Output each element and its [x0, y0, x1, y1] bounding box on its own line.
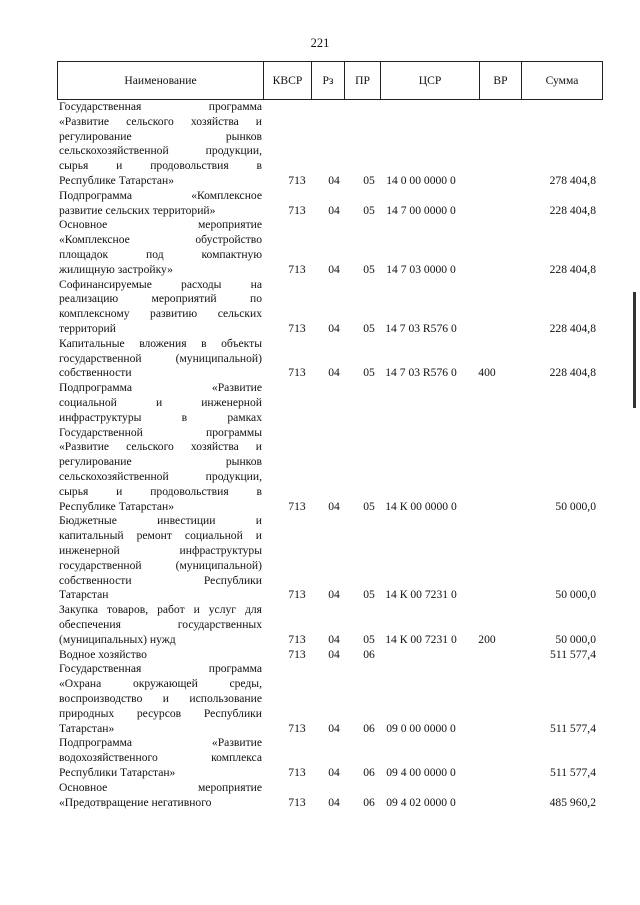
row-csr: 14 7 03 0000 0 — [386, 262, 456, 276]
header-csr: ЦСР — [381, 62, 480, 99]
row-name-line: инфраструктуры в рамках — [59, 410, 262, 424]
row-kvsr: 713 — [288, 765, 306, 779]
row-name — [59, 648, 262, 663]
row-name-line: Государственная программа — [59, 662, 262, 676]
row-name-line: площадок под компактную — [59, 247, 262, 261]
row-name-line: капитальный ремонт социальной и — [59, 529, 262, 543]
row-name-line: Татарстан» — [59, 721, 115, 735]
row-name — [59, 781, 262, 811]
row-name-line: комплексному развитию сельских — [59, 307, 262, 321]
row-rz: 04 — [328, 203, 340, 217]
row-csr: 14 7 03 R576 0 — [385, 366, 457, 380]
table-row — [57, 189, 603, 219]
row-vr: 400 — [478, 366, 496, 380]
row-vr: 200 — [478, 632, 496, 646]
row-sum: 228 404,8 — [549, 262, 596, 276]
row-sum: 511 577,4 — [550, 765, 596, 779]
row-name-line: социальной и инженерной — [59, 395, 262, 409]
row-pr: 05 — [363, 632, 375, 646]
row-name — [59, 603, 262, 647]
row-csr: 14 К 00 7231 0 — [385, 632, 457, 646]
row-sum: 50 000,0 — [555, 632, 596, 646]
row-kvsr: 713 — [288, 721, 306, 735]
row-rz: 04 — [328, 366, 340, 380]
row-rz: 04 — [328, 632, 340, 646]
row-name-line: регулирование рынков — [59, 455, 262, 469]
row-name — [59, 337, 262, 381]
row-pr: 05 — [363, 203, 375, 217]
row-name-line: обеспечения государственных — [59, 617, 262, 631]
row-name-line: Подпрограмма «Развитие — [59, 381, 262, 395]
row-name-line: развитие сельских территорий» — [59, 203, 216, 217]
row-pr: 06 — [363, 795, 375, 809]
row-name-line: Водное хозяйство — [59, 647, 147, 661]
row-pr: 06 — [363, 721, 375, 735]
row-sum: 50 000,0 — [555, 588, 596, 602]
table-row — [57, 218, 603, 277]
row-pr: 05 — [363, 262, 375, 276]
row-name-line: Татарстан — [59, 588, 109, 602]
row-name-line: сырья и продовольствия в — [59, 159, 262, 173]
row-name-line: водохозяйственного комплекса — [59, 751, 262, 765]
row-pr: 05 — [363, 588, 375, 602]
row-sum: 50 000,0 — [555, 499, 596, 513]
row-rz: 04 — [328, 588, 340, 602]
header-kvsr: КВСР — [264, 62, 312, 99]
row-sum: 511 577,4 — [550, 721, 596, 735]
row-name — [59, 662, 262, 736]
header-vr: ВР — [480, 62, 522, 99]
row-rz: 04 — [328, 321, 340, 335]
row-name-line: Подпрограмма «Развитие — [59, 736, 262, 750]
row-name — [59, 514, 262, 603]
row-name-line: сырья и продовольствия в — [59, 484, 262, 498]
row-pr: 06 — [363, 765, 375, 779]
row-kvsr: 713 — [288, 499, 306, 513]
row-name-line: (муниципальных) нужд — [59, 632, 176, 646]
row-name-line: Государственной программы — [59, 425, 262, 439]
row-csr: 09 4 00 0000 0 — [386, 765, 456, 779]
row-name-line: «Развитие сельского хозяйства и — [59, 440, 262, 454]
header-name: Наименование — [58, 62, 264, 99]
row-name-line: территорий — [59, 321, 116, 335]
row-name-line: Закупка товаров, работ и услуг для — [59, 603, 262, 617]
row-rz: 04 — [328, 499, 340, 513]
row-name-line: Основное мероприятие — [59, 780, 262, 794]
table-row — [57, 662, 603, 736]
row-name-line: собственности — [59, 366, 132, 380]
row-name-line: воспроизводство и использование — [59, 691, 262, 705]
table-header — [57, 61, 603, 100]
row-kvsr: 713 — [288, 647, 306, 661]
row-name-line: инженерной инфраструктуры — [59, 543, 262, 557]
row-rz: 04 — [328, 174, 340, 187]
row-name — [59, 278, 262, 337]
row-kvsr: 713 — [288, 203, 306, 217]
header-pr: ПР — [345, 62, 381, 99]
row-kvsr: 713 — [288, 262, 306, 276]
row-kvsr: 713 — [288, 366, 306, 380]
row-name — [59, 218, 262, 277]
row-rz: 04 — [328, 647, 340, 661]
row-csr: 09 0 00 0000 0 — [386, 721, 456, 735]
row-csr: 14 7 00 0000 0 — [386, 203, 456, 217]
row-name-line: «Развитие сельского хозяйства и — [59, 114, 262, 128]
table-body — [57, 100, 603, 810]
row-name-line: «Охрана окружающей среды, — [59, 677, 262, 691]
row-pr: 05 — [363, 174, 375, 187]
row-name-line: сельскохозяйственной продукции, — [59, 144, 262, 158]
row-kvsr: 713 — [288, 588, 306, 602]
row-kvsr: 713 — [288, 795, 306, 809]
row-kvsr: 713 — [288, 632, 306, 646]
row-csr: 14 К 00 0000 0 — [385, 499, 457, 513]
row-name-line: Республике Татарстан» — [59, 499, 175, 513]
table-row — [57, 603, 603, 647]
row-name-line: регулирование рынков — [59, 129, 262, 143]
row-name — [59, 189, 262, 219]
budget-table — [57, 61, 603, 810]
row-sum: 511 577,4 — [550, 647, 596, 661]
row-pr: 05 — [363, 321, 375, 335]
row-sum: 228 404,8 — [549, 203, 596, 217]
row-rz: 04 — [328, 765, 340, 779]
row-csr: 09 4 02 0000 0 — [386, 795, 456, 809]
row-rz: 04 — [328, 721, 340, 735]
row-name — [59, 381, 262, 514]
row-name-line: Государственная программа — [59, 100, 262, 113]
row-rz: 04 — [328, 795, 340, 809]
header-sum: Сумма — [545, 74, 579, 87]
row-sum: 278 404,8 — [549, 174, 596, 187]
table-row — [57, 337, 603, 381]
row-rz: 04 — [328, 262, 340, 276]
table-row — [57, 514, 603, 603]
table-row — [57, 381, 603, 514]
row-name-line: Республики Татарстан» — [59, 765, 176, 779]
table-row — [57, 781, 603, 811]
row-name-line: Бюджетные инвестиции и — [59, 514, 262, 528]
header-rz: Рз — [312, 62, 345, 99]
row-name-line: сельскохозяйственной продукции, — [59, 469, 262, 483]
row-csr: 14 0 00 0000 0 — [386, 174, 456, 187]
row-csr: 14 К 00 7231 0 — [385, 588, 457, 602]
row-name — [59, 100, 262, 189]
row-sum: 228 404,8 — [549, 366, 596, 380]
row-sum: 485 960,2 — [549, 795, 596, 809]
row-name-line: Софинансируемые расходы на — [59, 277, 262, 291]
row-name-line: жилищную застройку» — [59, 262, 173, 276]
row-pr: 05 — [363, 366, 375, 380]
scan-edge-mark — [633, 292, 636, 408]
table-row — [57, 736, 603, 780]
row-name-line: природных ресурсов Республики — [59, 706, 262, 720]
table-row — [57, 278, 603, 337]
row-name-line: государственной (муниципальной) — [59, 351, 262, 365]
row-kvsr: 713 — [288, 321, 306, 335]
row-pr: 05 — [363, 499, 375, 513]
row-name-line: Республике Татарстан» — [59, 173, 175, 187]
row-kvsr: 713 — [288, 174, 306, 187]
row-name — [59, 736, 262, 780]
row-name-line: «Комплексное обустройство — [59, 233, 262, 247]
row-name-line: государственной (муниципальной) — [59, 558, 262, 572]
row-sum: 228 404,8 — [549, 321, 596, 335]
row-pr: 06 — [363, 647, 375, 661]
row-name-line: собственности Республики — [59, 573, 262, 587]
row-name-line: «Предотвращение негативного — [59, 795, 212, 809]
table-row — [57, 100, 603, 189]
row-name-line: Капитальные вложения в объекты — [59, 336, 262, 350]
row-name-line: Подпрограмма «Комплексное — [59, 188, 262, 202]
row-name-line: реализацию мероприятий по — [59, 292, 262, 306]
table-row — [57, 648, 603, 663]
row-csr: 14 7 03 R576 0 — [385, 321, 457, 335]
page-number: 221 — [310, 36, 330, 50]
row-name-line: Основное мероприятие — [59, 218, 262, 232]
